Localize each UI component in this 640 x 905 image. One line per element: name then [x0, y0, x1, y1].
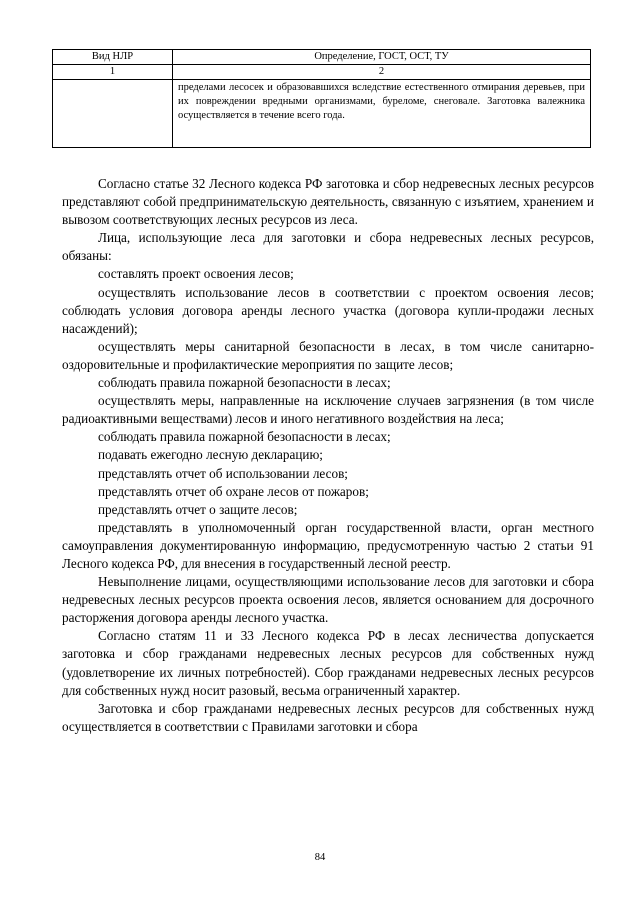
list-item: соблюдать правила пожарной безопасности в лесах;	[98, 375, 391, 391]
paragraph: Лица, использующие леса для заготовки и сбора недревесных лесных ресурсов, обязаны:	[62, 230, 594, 264]
cell-type	[53, 80, 173, 148]
list-item: представлять отчет об использовании лесов;	[98, 465, 348, 481]
paragraph: Согласно статям 11 и 33 Лесного кодекса РФ в лесах лесничества допускается заготовка и сбор гражданами недревесных лесных ресурсов для собственных нужд (удовлетворение их личных потребностей). Сбор гражданами недревесных лесных ресурсов для собственных нужд носит разовый, весьма ограниченный характер.	[62, 628, 594, 698]
list-item: представлять отчет о защите лесов;	[98, 501, 298, 517]
paragraph: Заготовка и сбор гражданами недревесных лесных ресурсов для собственных нужд осуществляется в соответствии с Правилами заготовки и сбора	[62, 700, 594, 734]
column-number-2: 2	[173, 65, 591, 80]
page-number: 84	[314, 852, 326, 863]
header-definition: Определение, ГОСТ, ОСТ, ТУ	[173, 50, 591, 65]
list-item: осуществлять меры, направленные на исключение случаев загрязнения (в том числе радиоактивными веществами) лесов и иного негативного воздействия на леса;	[62, 393, 594, 427]
list-item: составлять проект освоения лесов;	[98, 266, 294, 282]
table-row	[53, 80, 591, 148]
body-text	[62, 175, 594, 736]
list-item: представлять в уполномоченный орган государственной власти, орган местного самоуправления документированную информацию, предусмотренную частью 2 статьи 91 Лесного кодекса РФ, для внесения в государственный лесной реестр.	[62, 519, 594, 571]
table-number-row	[53, 65, 591, 80]
list-item: представлять отчет об охране лесов от пожаров;	[98, 483, 369, 499]
list-item: соблюдать правила пожарной безопасности в лесах;	[98, 429, 391, 445]
definitions-table	[52, 49, 591, 148]
list-item: осуществлять использование лесов в соответствии с проектом освоения лесов; соблюдать условия договора аренды лесного участка (договора купли-продажи лесных насаждений);	[62, 284, 594, 336]
header-type: Вид НЛР	[53, 50, 173, 65]
list-item: осуществлять меры санитарной безопасности в лесах, в том числе санитарно-оздоровительные и профилактические мероприятия по защите лесов;	[62, 338, 594, 372]
paragraph: Невыполнение лицами, осуществляющими использование лесов для заготовки и сбора недревесных лесных ресурсов проекта освоения лесов, является основанием для досрочного расторжения договора аренды лесного участка.	[62, 574, 594, 626]
paragraph: Согласно статье 32 Лесного кодекса РФ заготовка и сбор недревесных лесных ресурсов представляют собой предпринимательскую деятельность, связанную с изъятием, хранением и вывозом соответствующих лесных ресурсов из леса.	[62, 176, 594, 228]
cell-definition: пределами лесосек и образовавшихся вследствие естественного отмирания деревьев, при их повреждении вредными организмами, буреломе, снеговале. Заготовка валежника осуществляется в течение всего года.	[173, 80, 591, 148]
list-item: подавать ежегодно лесную декларацию;	[98, 447, 323, 463]
table-header-row	[53, 50, 591, 65]
column-number-1: 1	[53, 65, 173, 80]
